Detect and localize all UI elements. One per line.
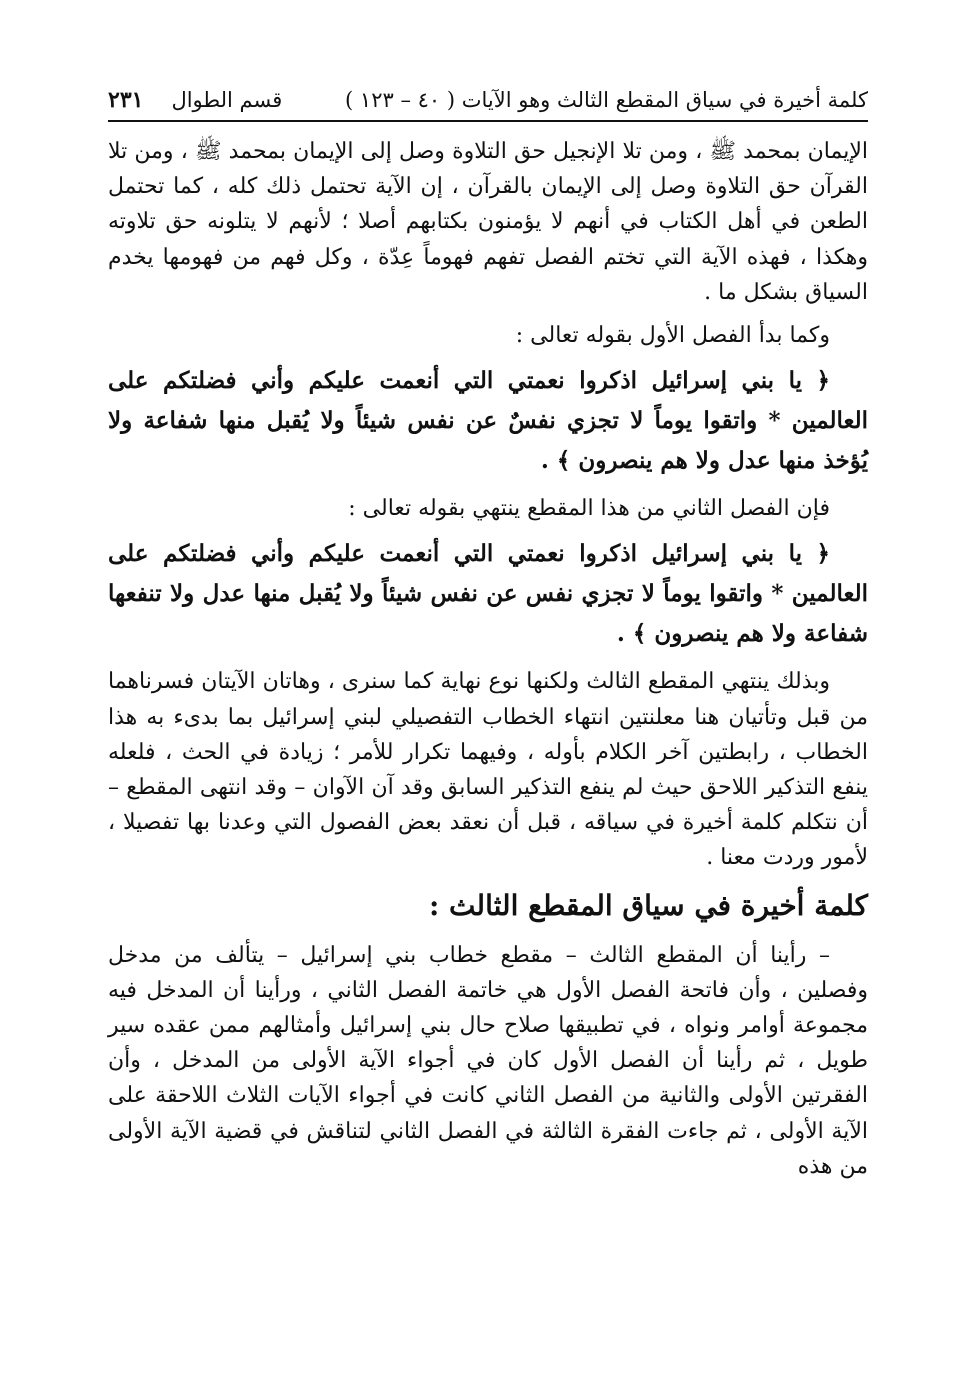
page-number: ٢٣١ bbox=[108, 87, 144, 113]
section-heading: كلمة أخيرة في سياق المقطع الثالث : bbox=[428, 888, 868, 922]
running-title: كلمة أخيرة في سياق المقطع الثالث وهو الآيات ( ٤٠ – ١٢٣ ) bbox=[345, 88, 868, 112]
paragraph-1: الإيمان بمحمد ﷺ ، ومن تلا الإنجيل حق التلاوة وصل إلى الإيمان بمحمد ﷺ ، ومن تلا القرآن حق التلاوة وصل إلى الإيمان بالقرآن ، إن الآية تحتمل ذلك كله ، كما تحتمل الطعن في أهل الكتاب في أنهم لا يؤمنون بكتابهم أصلا ؛ لأنهم لا يتلونه حق تلاوته وهكذا ، فهذه الآية التي تختم الفصل تفهم فهوماً عِدّة ، وكل فهم من فهومها يخدم السياق بشكل ما . bbox=[108, 139, 868, 305]
body-text bbox=[108, 134, 868, 1184]
section-name: قسم الطوال bbox=[171, 88, 283, 112]
paragraph-4: وبذلك ينتهي المقطع الثالث ولكنها نوع نهاية كما سنرى ، وهاتان الآيتان فسرناهما من قبل وتأتيان هنا معلنتين انتهاء الخطاب التفصيلي لبني إسرائيل بما بدىء به هذا الخطاب ، رابطتين آخر الكلام بأوله ، وفيهما تكرار للأمر ؛ زيادة في الحث ، فلعله ينفع التذكير اللاحق حيث لم ينفع التذكير السابق وقد آن الآوان – وقد انتهى المقطع – أن نتكلم كلمة أخيرة في سياقه ، قبل أن نعقد بعض الفصول التي وعدنا بها تفصيلا ، لأمور وردت معنا . bbox=[108, 669, 868, 871]
header-left-group bbox=[108, 84, 282, 116]
quran-quote-1: ﴿ يا بني إسرائيل اذكروا نعمتي التي أنعمت عليكم وأني فضلتكم على العالمين * واتقوا يوماً لا تجزي نفسٌ عن نفس شيئاً ولا يُقبل منها شفاعة ولا يُؤخذ منها عدل ولا هم ينصرون ﴾ . bbox=[108, 367, 868, 475]
paragraph-3: فإن الفصل الثاني من هذا المقطع ينتهي بقوله تعالى : bbox=[348, 496, 830, 522]
page bbox=[108, 84, 868, 1184]
quran-quote-2: ﴿ يا بني إسرائيل اذكروا نعمتي التي أنعمت عليكم وأني فضلتكم على العالمين * واتقوا يوماً لا تجزي نفس عن نفس شيئاً ولا يُقبل منها عدل ولا تنفعها شفاعة ولا هم ينصرون ﴾ . bbox=[108, 540, 868, 648]
running-header bbox=[108, 84, 868, 122]
paragraph-2: وكما بدأ الفصل الأول بقوله تعالى : bbox=[515, 323, 830, 349]
paragraph-5: – رأينا أن المقطع الثالث – مقطع خطاب بني إسرائيل – يتألف من مدخل وفصلين ، وأن فاتحة الفصل الأول هي خاتمة الفصل الثاني ، ورأينا أن المدخل فيه مجموعة أوامر ونواه ، في تطبيقها صلاح حال بني إسرائيل وأمثالهم ممن عقده سير طويل ، ثم رأينا أن الفصل الأول كان في أجواء الآية الأولى من المدخل ، وأن الفقرتين الأولى والثانية من الفصل الثاني كانت في أجواء الآيات الثلاث اللاحقة على الآية الأولى ، ثم جاءت الفقرة الثالثة في الفصل الثاني لتناقش في قضية الآية الأولى من هذه bbox=[108, 942, 868, 1179]
